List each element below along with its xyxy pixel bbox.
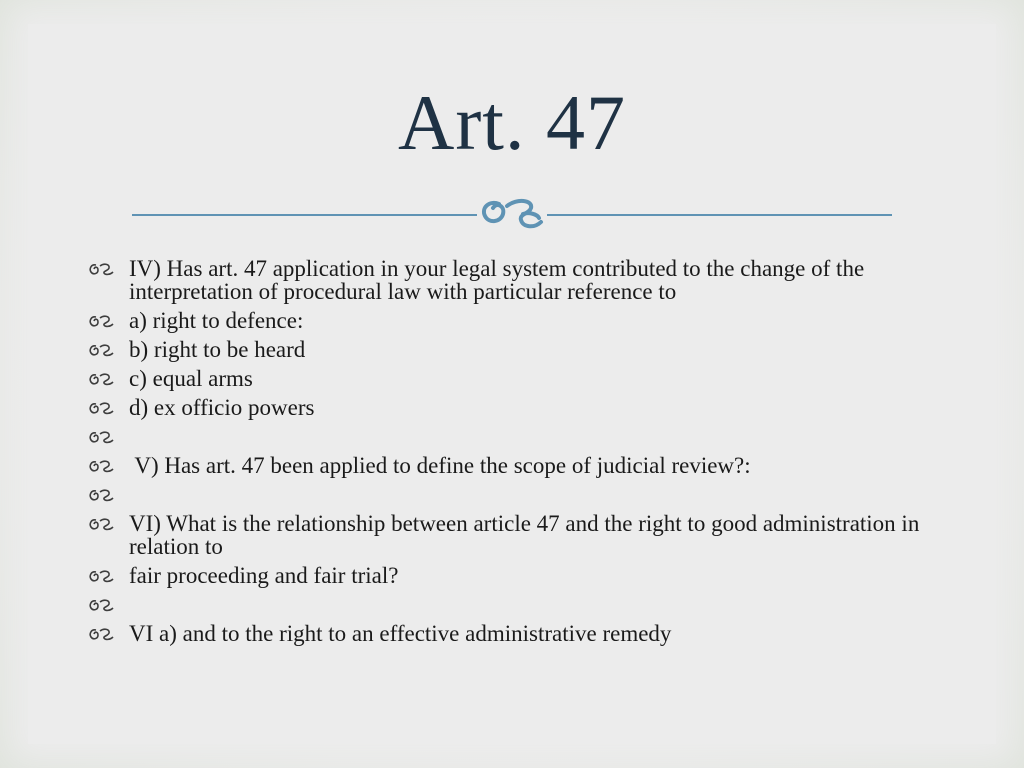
bullet-text (129, 422, 938, 451)
bullet-item (88, 422, 938, 451)
bullet-item (88, 393, 938, 422)
bullet-text: c) equal arms (129, 366, 253, 391)
bullet-item (88, 619, 938, 648)
bullet-item (88, 364, 938, 393)
ornament-bullet-icon (88, 401, 114, 415)
ornament-bullet-icon (88, 459, 114, 473)
bullet-text: d) ex officio powers (129, 395, 315, 420)
bullet-text: VI a) and to the right to an effective administrative remedy (129, 621, 672, 646)
bullet-item (88, 590, 938, 619)
ornament-bullet-icon (88, 569, 114, 583)
ornament-swash-icon (477, 194, 549, 234)
bullet-item (88, 509, 938, 561)
title-divider (132, 200, 892, 230)
bullet-item (88, 451, 938, 480)
bullet-text: fair proceeding and fair trial? (129, 563, 399, 588)
divider-line-right (547, 214, 892, 216)
ornament-bullet-icon (88, 343, 114, 357)
bullet-text: a) right to defence: (129, 308, 304, 333)
ornament-bullet-icon (88, 517, 114, 531)
bullet-item (88, 561, 938, 590)
ornament-bullet-icon (88, 627, 114, 641)
bullet-item (88, 480, 938, 509)
ornament-bullet-icon (88, 488, 114, 502)
bullet-item (88, 254, 938, 306)
slide-title: Art. 47 (398, 79, 626, 166)
bullet-list (88, 254, 938, 648)
bullet-text: V) Has art. 47 been applied to define the scope of judicial review?: (129, 453, 751, 478)
ornament-bullet-icon (88, 430, 114, 444)
divider-line-left (132, 214, 477, 216)
bullet-text: IV) Has art. 47 application in your legal system contributed to the change of the interpretation of procedural law with particular reference to (129, 256, 865, 304)
bullet-text (129, 480, 938, 509)
ornament-bullet-icon (88, 314, 114, 328)
bullet-text: b) right to be heard (129, 337, 306, 362)
ornament-bullet-icon (88, 262, 114, 276)
bullet-item (88, 335, 938, 364)
bullet-text (129, 590, 938, 619)
bullet-item (88, 306, 938, 335)
ornament-bullet-icon (88, 598, 114, 612)
ornament-bullet-icon (88, 372, 114, 386)
bullet-text: VI) What is the relationship between article 47 and the right to good administration in relation to (129, 511, 920, 559)
